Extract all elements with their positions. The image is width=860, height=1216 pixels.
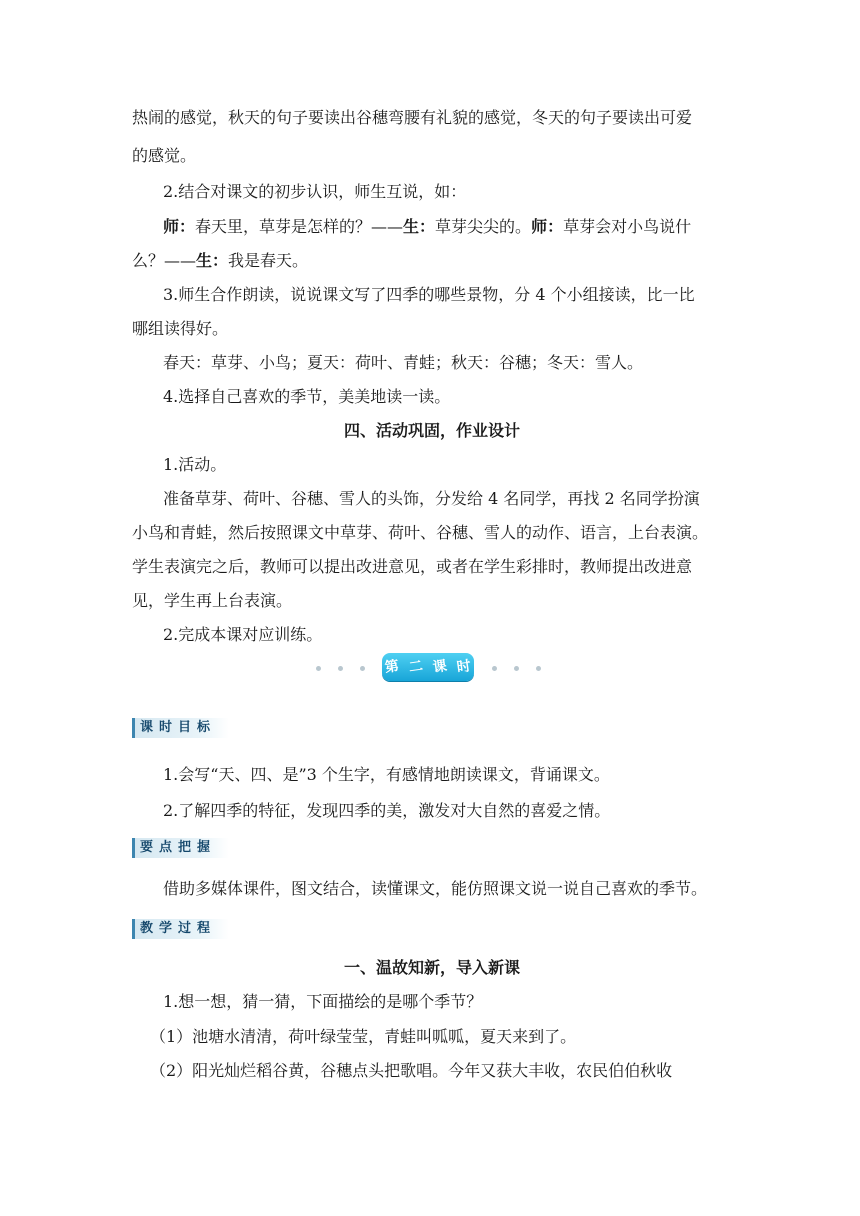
divider-dot (514, 666, 519, 671)
dialogue-text: 草芽会对小鸟说什 (563, 217, 692, 236)
speaker-student: 生： (403, 217, 436, 236)
paragraph-line: 准备草芽、荷叶、谷穗、雪人的头饰，分发给 4 名同学，再找 2 名同学扮演 (163, 489, 700, 508)
section-heading: 一、温故知新，导入新课 (343, 958, 520, 977)
tag-label: 要点把握 (140, 840, 217, 855)
paragraph-line: 3.师生合作朗读，说说课文写了四季的哪些景物，分 4 个小组接读，比一比 (163, 285, 695, 304)
divider-dot (492, 666, 497, 671)
tag-label: 课时目标 (140, 720, 217, 735)
paragraph-line: 4.选择自己喜欢的季节，美美地读一读。 (163, 387, 451, 406)
divider-dot (316, 666, 321, 671)
paragraph-line: 2.完成本课对应训练。 (163, 625, 323, 644)
paragraph-line: 1.想一想，猜一猜，下面描绘的是哪个季节？ (163, 992, 483, 1011)
section-tag-key-points (132, 836, 228, 860)
divider-dot (338, 666, 343, 671)
dialogue-text: 春天里，草芽是怎样的？—— (195, 217, 404, 236)
paragraph-line: 热闹的感觉，秋天的句子要读出谷穗弯腰有礼貌的感觉，冬天的句子要读出可爱 (132, 108, 693, 127)
section-heading: 四、活动巩固，作业设计 (343, 421, 520, 440)
tag-label: 教学过程 (140, 921, 217, 936)
paragraph-line: 哪组读得好。 (132, 319, 229, 338)
dialogue-text: 我是春天。 (228, 251, 309, 270)
speaker-teacher: 师： (531, 217, 564, 236)
paragraph-line: 2.结合对课文的初步认识，师生互说，如： (163, 182, 467, 201)
paragraph-line: 1.会写“天、四、是”3 个生字，有感情地朗读课文，背诵课文。 (163, 765, 610, 784)
dialogue-text: 么？—— (132, 251, 197, 270)
badge-char: 课 (431, 657, 448, 676)
badge-char: 二 (407, 657, 424, 676)
lesson-divider (312, 650, 552, 686)
section-tag-goals (132, 716, 228, 740)
section-tag-process (132, 917, 228, 941)
speaker-teacher: 师： (163, 217, 196, 236)
lesson-badge (382, 653, 474, 681)
paragraph-line: （2）阳光灿烂稻谷黄，谷穗点头把歌唱。今年又获大丰收，农民伯伯秋收 (150, 1061, 673, 1080)
paragraph-line: 见，学生再上台表演。 (132, 591, 293, 610)
badge-char: 时 (455, 657, 472, 676)
paragraph-line: 1.活动。 (163, 455, 227, 474)
divider-dot (360, 666, 365, 671)
paragraph-line: （1）池塘水清清，荷叶绿莹莹，青蛙叫呱呱，夏天来到了。 (150, 1027, 577, 1046)
dialogue-line (163, 216, 763, 238)
divider-dot (536, 666, 541, 671)
paragraph-line: 春天：草芽、小鸟；夏天：荷叶、青蛙；秋天：谷穗；冬天：雪人。 (163, 353, 644, 372)
dialogue-line (132, 250, 732, 272)
paragraph-line: 小鸟和青蛙，然后按照课文中草芽、荷叶、谷穗、雪人的动作、语言，上台表演。 (132, 523, 709, 542)
dialogue-text: 草芽尖尖的。 (435, 217, 532, 236)
speaker-student: 生： (196, 251, 229, 270)
paragraph-line: 借助多媒体课件，图文结合，读懂课文，能仿照课文说一说自己喜欢的季节。 (163, 879, 708, 898)
paragraph-line: 的感觉。 (132, 146, 197, 165)
paragraph-line: 2.了解四季的特征，发现四季的美，激发对大自然的喜爱之情。 (163, 801, 611, 820)
paragraph-line: 学生表演完之后，教师可以提出改进意见，或者在学生彩排时，教师提出改进意 (132, 557, 693, 576)
badge-char: 第 (383, 657, 400, 676)
